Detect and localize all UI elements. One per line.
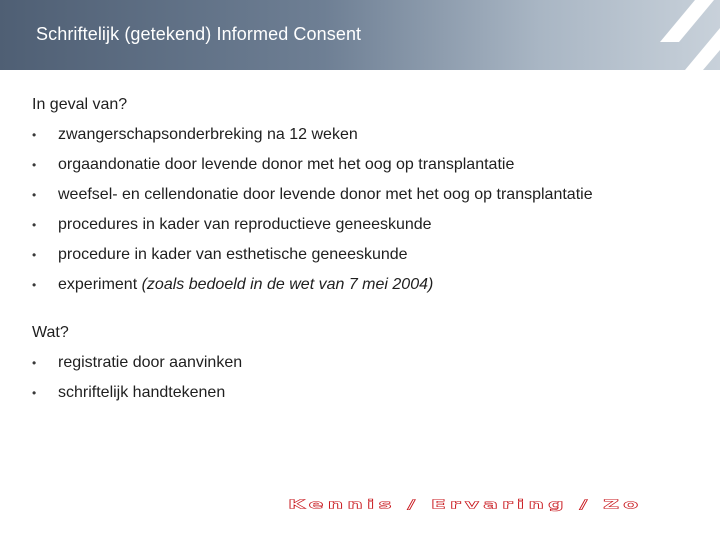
section-label-in-geval-van: In geval van? bbox=[32, 96, 128, 113]
list-item-text: orgaandonatie door levende donor met het oog op transplantatie bbox=[58, 156, 515, 173]
list-in-geval-van bbox=[32, 122, 692, 298]
bullet-icon: • bbox=[32, 218, 37, 232]
list-item-text: zwangerschapsonderbreking na 12 weken bbox=[58, 126, 358, 143]
list-item bbox=[32, 152, 692, 178]
section-spacer bbox=[32, 298, 692, 320]
list-item bbox=[32, 380, 692, 406]
list-item-text: procedures in kader van reproductieve geneeskunde bbox=[58, 216, 432, 233]
bullet-icon: • bbox=[32, 278, 37, 292]
list-item bbox=[32, 122, 692, 148]
list-item-text: registratie door aanvinken bbox=[58, 354, 243, 371]
footer-slogan: Kennis / Ervaring / Zo bbox=[288, 498, 643, 512]
list-item bbox=[32, 350, 692, 376]
list-item-text: weefsel- en cellendonatie door levende donor met het oog op transplantatie bbox=[58, 186, 593, 203]
list-item-italic-note: (zoals bedoeld in de wet van 7 mei 2004) bbox=[141, 276, 434, 293]
list-item bbox=[32, 212, 692, 238]
list-item-text: experiment bbox=[58, 276, 142, 293]
bullet-icon: • bbox=[32, 248, 37, 262]
slide-header bbox=[0, 0, 720, 70]
slide-title: Schriftelijk (getekend) Informed Consent bbox=[36, 24, 362, 44]
header-decoration bbox=[590, 0, 720, 70]
bullet-icon: • bbox=[32, 158, 37, 172]
list-item-text: procedure in kader van esthetische geneeskunde bbox=[58, 246, 408, 263]
list-item bbox=[32, 242, 692, 268]
bullet-icon: • bbox=[32, 386, 37, 400]
bullet-icon: • bbox=[32, 188, 37, 202]
bullet-icon: • bbox=[32, 128, 37, 142]
list-item bbox=[32, 182, 692, 208]
bullet-icon: • bbox=[32, 356, 37, 370]
list-wat bbox=[32, 350, 692, 406]
section-label-wat: Wat? bbox=[32, 324, 69, 341]
slide-content bbox=[32, 92, 692, 406]
list-item bbox=[32, 272, 692, 298]
list-item-text: schriftelijk handtekenen bbox=[58, 384, 226, 401]
